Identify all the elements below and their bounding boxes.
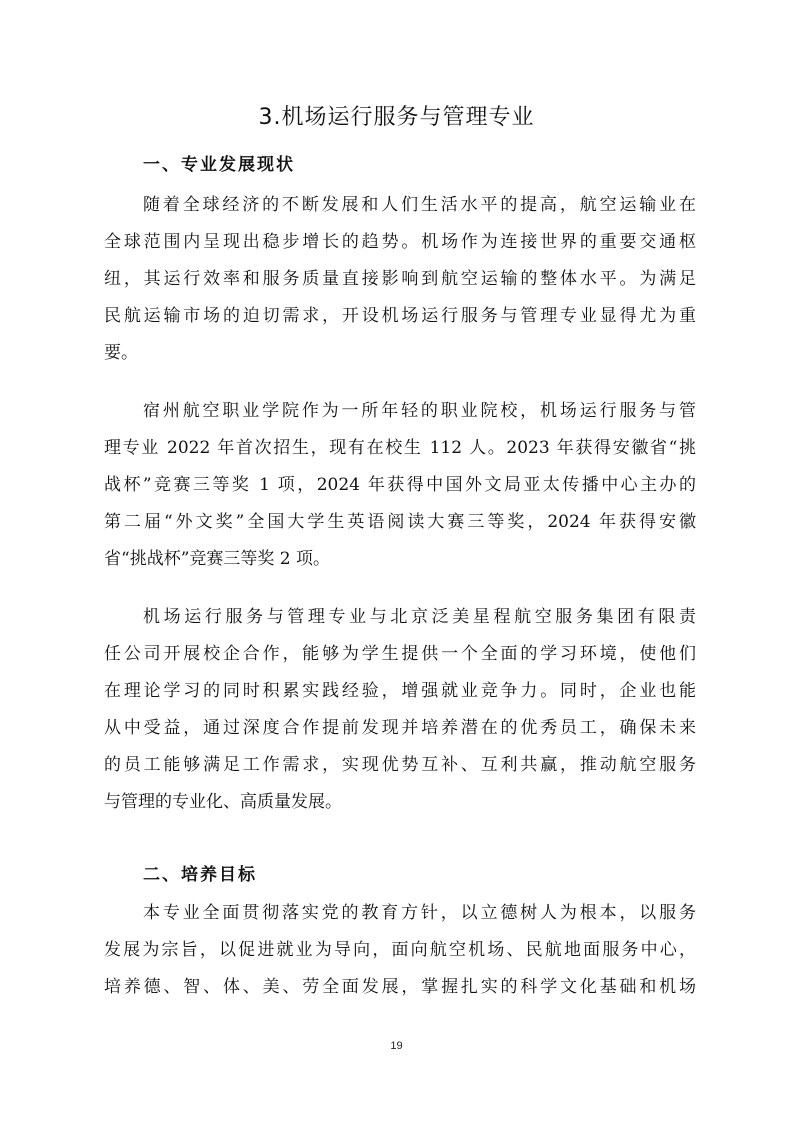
paragraph-line: 的员工能够满足工作需求，实现优势互补、互利共赢，推动航空服务 (104, 755, 696, 775)
paragraph-line: 本专业全面贯彻落实党的教育方针，以立德树人为根本，以服务 (143, 903, 696, 923)
page-title: 3.机场运行服务与管理专业 (258, 105, 535, 130)
paragraph-line: 机场运行服务与管理专业与北京泛美星程航空服务集团有限责 (143, 607, 696, 627)
section-heading-objectives: 二、培养目标 (143, 865, 257, 885)
paragraph-line: 与管理的专业化、高质量发展。 (104, 792, 342, 812)
paragraph-line: 在理论学习的同时积累实践经验，增强就业竞争力。同时，企业也能 (104, 681, 696, 701)
paragraph-line: 要。 (104, 343, 138, 363)
paragraph-line: 第二届“外文奖”全国大学生英语阅读大赛三等奖，2024 年获得安徽 (104, 512, 696, 532)
paragraph-line: 理专业 2022 年首次招生，现有在校生 112 人。2023 年获得安徽省“挑 (104, 438, 696, 458)
section-heading-status: 一、专业发展现状 (143, 155, 295, 175)
paragraph-line: 随着全球经济的不断发展和人们生活水平的提高，航空运输业在 (143, 195, 696, 215)
paragraph-line: 省“挑战杯”竞赛三等奖 2 项。 (104, 549, 331, 569)
paragraph-line: 全球范围内呈现出稳步增长的趋势。机场作为连接世界的重要交通枢 (104, 232, 696, 252)
paragraph-line: 宿州航空职业学院作为一所年轻的职业院校，机场运行服务与管 (143, 401, 696, 421)
paragraph-line: 战杯”竞赛三等奖 1 项，2024 年获得中国外文局亚太传播中心主办的 (104, 475, 696, 495)
paragraph-line: 培养德、智、体、美、劳全面发展，掌握扎实的科学文化基础和机场 (104, 977, 696, 997)
paragraph-line: 从中受益，通过深度合作提前发现并培养潜在的优秀员工，确保未来 (104, 718, 696, 738)
paragraph-line: 任公司开展校企合作，能够为学生提供一个全面的学习环境，使他们 (104, 644, 696, 664)
paragraph-line: 纽，其运行效率和服务质量直接影响到航空运输的整体水平。为满足 (104, 269, 696, 289)
paragraph-line: 民航运输市场的迫切需求，开设机场运行服务与管理专业显得尤为重 (104, 306, 696, 326)
page-number: 19 (390, 1040, 403, 1052)
paragraph-line: 发展为宗旨，以促进就业为导向，面向航空机场、民航地面服务中心， (104, 940, 696, 960)
